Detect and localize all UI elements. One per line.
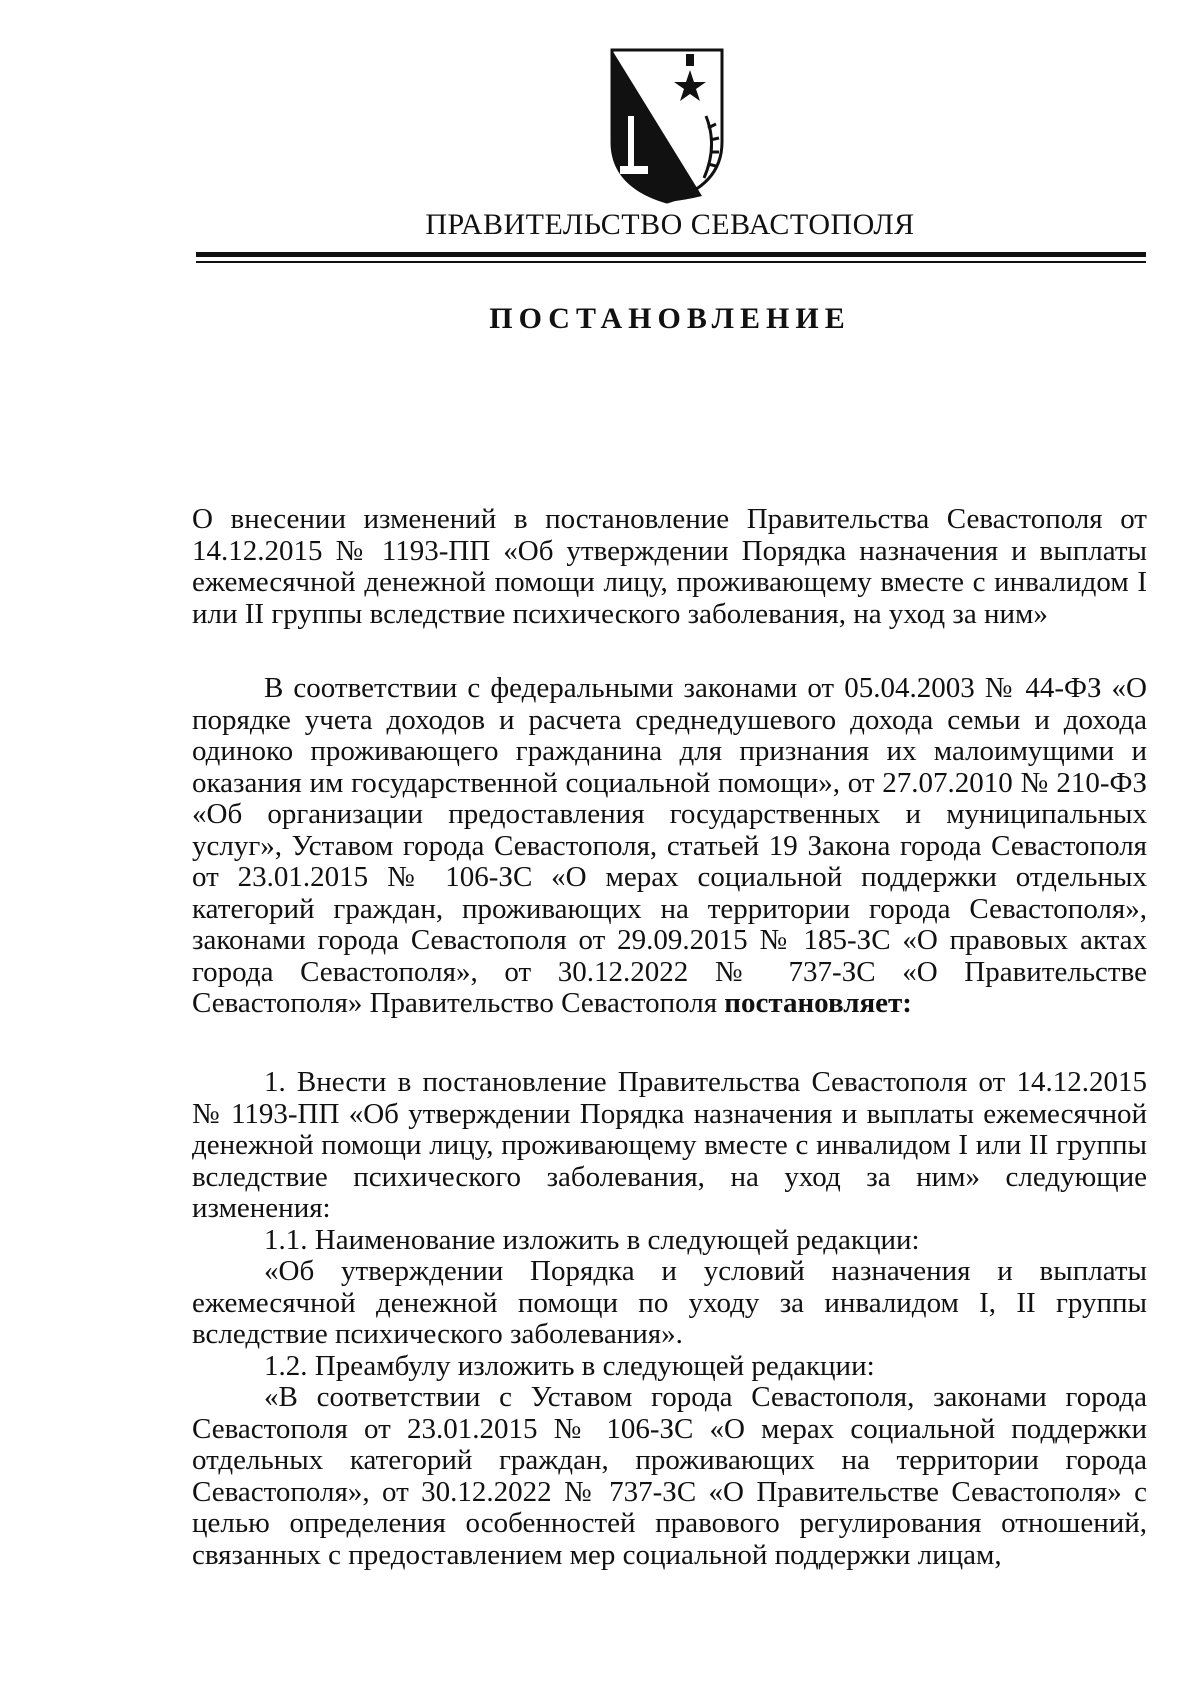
preamble [192, 673, 1147, 1020]
header-rule-thick [196, 252, 1146, 257]
government-name: ПРАВИТЕЛЬСТВО СЕВАСТОПОЛЯ [425, 208, 915, 241]
document-type: ПОСТАНОВЛЕНИЕ [489, 302, 851, 335]
item-1-2-text: «В соответствии с Уставом города Севастополя, законами города Севастополя от 23.01.2015 № 106-ЗС «О мерах социальной поддержки отдельных категорий граждан, проживающих на территории города Севастополя», от 30.12.2022 № 737-ЗС «О Правительстве Севастополя» с целью определения особенностей правового регулирования отношений, связанных с предоставлением мер социальной поддержки лицам, [192, 1381, 1147, 1571]
preamble-text: В соответствии с федеральными законами от 05.04.2003 № 44-ФЗ «О порядке учета доходов и расчета среднедушевого дохода семьи и дохода одиноко проживающего гражданина для признания их малоимущими и оказания им государственной социальной помощи», от 27.07.2010 № 210-ФЗ «Об организации предоставления государственных и муниципальных услуг», Уставом города Севастополя, статьей 19 Закона города Севастополя от 23.01.2015 № 106-ЗС «О мерах социальной поддержки отдельных категорий граждан, проживающих на территории города Севастополя», законами города Севастополя от 29.09.2015 № 185-ЗС «О правовых актах города Севастополя», от 30.12.2022 № 737-ЗС «О Правительстве Севастополя» Правительство Севастополя [192, 672, 1147, 1019]
sevastopol-coat-of-arms-icon [606, 46, 728, 204]
item-1-2: 1.2. Преамбулу изложить в следующей редакции: [264, 1349, 875, 1382]
document-body [192, 1067, 1147, 1571]
item-1-1-text: «Об утверждении Порядка и условий назначения и выплаты ежемесячной денежной помощи по уходу за инвалидом I, II группы вследствие психического заболевания». [192, 1255, 1147, 1350]
item-1: 1. Внести в постановление Правительства Севастополя от 14.12.2015 № 1193-ПП «Об утверждении Порядка назначения и выплаты ежемесячной денежной помощи лицу, проживающему вместе с инвалидом I или II группы вследствие психического заболевания, на уход за ним» следующие изменения: [192, 1066, 1147, 1224]
header-rule-thin [196, 261, 1146, 263]
document-title [192, 504, 1147, 630]
item-1-1: 1.1. Наименование изложить в следующей редакции: [264, 1223, 920, 1256]
preamble-paragraph [192, 673, 1147, 1020]
preamble-resolves: постановляет: [724, 987, 912, 1019]
document-title-text: О внесении изменений в постановление Правительства Севастополя от 14.12.2015 № 1193-ПП «Об утверждении Порядка назначения и выплаты ежемесячной денежной помощи лицу, проживающему вместе с инвалидом I или II группы вследствие психического заболевания, на уход за ним» [192, 503, 1147, 630]
